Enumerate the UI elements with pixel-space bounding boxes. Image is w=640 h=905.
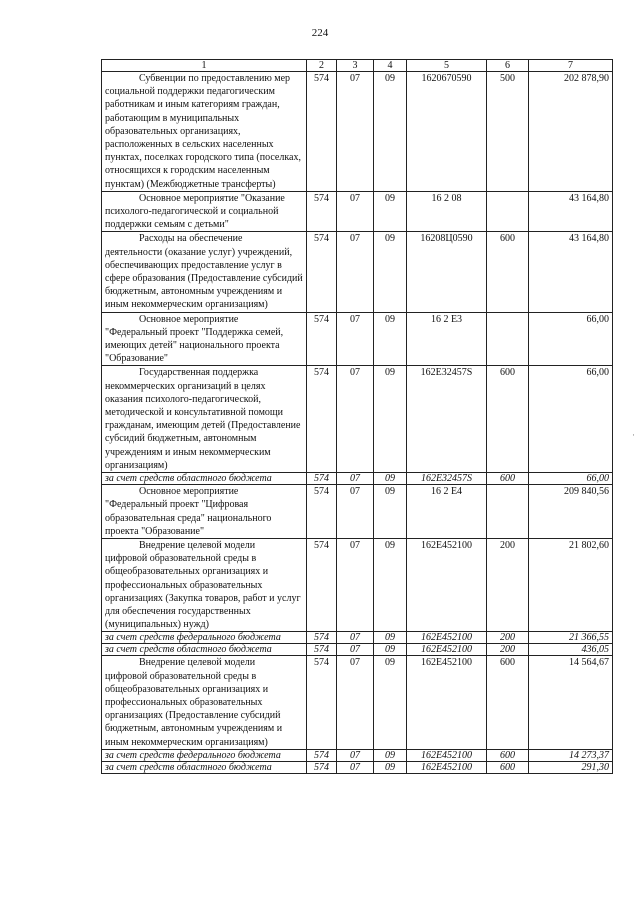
- expense-type-cell: 600: [487, 749, 529, 761]
- description-cell: за счет средств областного бюджета: [102, 473, 307, 485]
- description-continuation: некоммерческих организаций в целях оказания психолого-педагогической, методической и консультативной помощи гражданам, имеющим детей (Предоставление субсидий бюджетным, автономным учреждениям и иным некоммерческим организациям): [105, 380, 301, 471]
- amount-cell: 66,00: [529, 366, 613, 473]
- description-cell: [102, 191, 307, 232]
- expense-type-cell: 200: [487, 538, 529, 631]
- amount-cell: 21 802,60: [529, 538, 613, 631]
- subsection-cell: 09: [374, 538, 407, 631]
- description-cell: [102, 538, 307, 631]
- expense-type-cell: 600: [487, 366, 529, 473]
- description-cell: [102, 485, 307, 539]
- expense-type-cell: [487, 312, 529, 366]
- ministry-code-cell: 574: [307, 656, 337, 749]
- table-row: [102, 656, 613, 749]
- budget-table: [101, 59, 613, 774]
- amount-cell: 14 273,37: [529, 749, 613, 761]
- description-cell: [102, 366, 307, 473]
- header-cell: 7: [529, 60, 613, 72]
- target-article-cell: 162E452100: [407, 761, 487, 773]
- amount-cell: 43 164,80: [529, 232, 613, 312]
- table-row: [102, 191, 613, 232]
- funding-source-row: [102, 749, 613, 761]
- amount-cell: 436,05: [529, 644, 613, 656]
- subsection-cell: 09: [374, 749, 407, 761]
- description-continuation: "Федеральный проект "Поддержка семей, имеющих детей" национального проекта "Образование": [105, 326, 284, 365]
- ministry-code-cell: 574: [307, 191, 337, 232]
- table-row: [102, 538, 613, 631]
- expense-type-cell: [487, 191, 529, 232]
- ministry-code-cell: 574: [307, 232, 337, 312]
- description-continuation: цифровой образовательной среды в общеобразовательных организациях и профессиональных образовательных организациях (Предоставление субсидий бюджетным, автономным учреждениям и иным некоммерческим организациям): [105, 670, 283, 748]
- funding-source-row: [102, 473, 613, 485]
- funding-source-row: [102, 644, 613, 656]
- subsection-cell: 09: [374, 761, 407, 773]
- expense-type-cell: 200: [487, 644, 529, 656]
- description-cell: [102, 72, 307, 192]
- description-first-line: Внедрение целевой модели: [139, 657, 256, 669]
- subsection-cell: 09: [374, 485, 407, 539]
- subsection-cell: 09: [374, 632, 407, 644]
- table-row: [102, 485, 613, 539]
- description-continuation: психолого-педагогической и социальной поддержки семьям с детьми": [105, 206, 279, 231]
- table-row: [102, 232, 613, 312]
- description-cell: [102, 232, 307, 312]
- expense-type-cell: 600: [487, 761, 529, 773]
- description-cell: [102, 312, 307, 366]
- section-cell: 07: [337, 312, 374, 366]
- description-first-line: Внедрение целевой модели: [139, 539, 256, 551]
- subsection-cell: 09: [374, 473, 407, 485]
- amount-cell: 21 366,55: [529, 632, 613, 644]
- ministry-code-cell: 574: [307, 366, 337, 473]
- section-cell: 07: [337, 473, 374, 485]
- ministry-code-cell: 574: [307, 473, 337, 485]
- table-row: [102, 312, 613, 366]
- header-row: [102, 60, 613, 72]
- margin-mark: ·: [632, 430, 635, 440]
- subsection-cell: 09: [374, 232, 407, 312]
- expense-type-cell: 500: [487, 72, 529, 192]
- section-cell: 07: [337, 538, 374, 631]
- target-article-cell: 16 2 E4: [407, 485, 487, 539]
- description-continuation: цифровой образовательной среды в общеобразовательных организациях и профессиональных образовательных организациях (Закупка товаров, работ и услуг для обеспечения государственных (муниципальных) нужд): [105, 553, 301, 631]
- description-cell: за счет средств федерального бюджета: [102, 632, 307, 644]
- description-cell: за счет средств областного бюджета: [102, 761, 307, 773]
- expense-type-cell: 200: [487, 632, 529, 644]
- page-number: 224: [311, 27, 329, 39]
- expense-type-cell: [487, 485, 529, 539]
- section-cell: 07: [337, 644, 374, 656]
- ministry-code-cell: 574: [307, 761, 337, 773]
- subsection-cell: 09: [374, 72, 407, 192]
- ministry-code-cell: 574: [307, 485, 337, 539]
- description-first-line: Субвенции по предоставлению мер: [139, 73, 291, 84]
- target-article-cell: 162E452100: [407, 656, 487, 749]
- amount-cell: 202 878,90: [529, 72, 613, 192]
- description-continuation: "Федеральный проект "Цифровая образовательная среда" национального проекта "Образование": [105, 499, 272, 537]
- ministry-code-cell: 574: [307, 538, 337, 631]
- target-article-cell: 162E452100: [407, 749, 487, 761]
- header-cell: 4: [374, 60, 407, 72]
- header-cell: 6: [487, 60, 529, 72]
- section-cell: 07: [337, 232, 374, 312]
- target-article-cell: 162E32457S: [407, 473, 487, 485]
- description-cell: за счет средств федерального бюджета: [102, 749, 307, 761]
- section-cell: 07: [337, 749, 374, 761]
- section-cell: 07: [337, 656, 374, 749]
- subsection-cell: 09: [374, 312, 407, 366]
- table-row: [102, 366, 613, 473]
- funding-source-row: [102, 632, 613, 644]
- target-article-cell: 162E32457S: [407, 366, 487, 473]
- amount-cell: 14 564,67: [529, 656, 613, 749]
- target-article-cell: 162E452100: [407, 644, 487, 656]
- description-first-line: Государственная поддержка: [139, 367, 259, 379]
- funding-source-row: [102, 761, 613, 773]
- description-cell: за счет средств областного бюджета: [102, 644, 307, 656]
- section-cell: 07: [337, 761, 374, 773]
- description-first-line: Расходы на обеспечение: [139, 233, 243, 245]
- header-cell: 2: [307, 60, 337, 72]
- amount-cell: 66,00: [529, 473, 613, 485]
- description-cell: [102, 656, 307, 749]
- subsection-cell: 09: [374, 644, 407, 656]
- header-cell: 3: [337, 60, 374, 72]
- amount-cell: 43 164,80: [529, 191, 613, 232]
- ministry-code-cell: 574: [307, 72, 337, 192]
- target-article-cell: 16 2 08: [407, 191, 487, 232]
- subsection-cell: 09: [374, 191, 407, 232]
- target-article-cell: 162E452100: [407, 538, 487, 631]
- table-row: [102, 72, 613, 192]
- description-first-line: Основное мероприятие: [139, 486, 239, 498]
- amount-cell: 209 840,56: [529, 485, 613, 539]
- description-first-line: Основное мероприятие "Оказание: [139, 192, 285, 204]
- section-cell: 07: [337, 366, 374, 473]
- description-continuation: социальной поддержки педагогическим работникам и иным категориям граждан, работающим в муниципальных образовательных организациях, расположенных в сельских населенных пунктах, поселках городского типа (поселках, относящихся к городским населенным пунктам) (Межбюджетные трансферты): [105, 86, 301, 190]
- ministry-code-cell: 574: [307, 312, 337, 366]
- section-cell: 07: [337, 632, 374, 644]
- section-cell: 07: [337, 485, 374, 539]
- target-article-cell: 1620670590: [407, 72, 487, 192]
- ministry-code-cell: 574: [307, 632, 337, 644]
- expense-type-cell: 600: [487, 656, 529, 749]
- target-article-cell: 16 2 E3: [407, 312, 487, 366]
- target-article-cell: 162E452100: [407, 632, 487, 644]
- header-cell: 5: [407, 60, 487, 72]
- subsection-cell: 09: [374, 656, 407, 749]
- description-first-line: Основное мероприятие: [139, 313, 239, 325]
- amount-cell: 291,30: [529, 761, 613, 773]
- target-article-cell: 16208Ц0590: [407, 232, 487, 312]
- section-cell: 07: [337, 72, 374, 192]
- section-cell: 07: [337, 191, 374, 232]
- subsection-cell: 09: [374, 366, 407, 473]
- description-continuation: деятельности (оказание услуг) учреждений, обеспечивающих предоставление услуг в сфере образования (Предоставление субсидий бюджетным, автономным учреждениям и иным некоммерческим организациям): [105, 246, 303, 311]
- amount-cell: 66,00: [529, 312, 613, 366]
- ministry-code-cell: 574: [307, 749, 337, 761]
- header-cell: 1: [102, 60, 307, 72]
- expense-type-cell: 600: [487, 232, 529, 312]
- expense-type-cell: 600: [487, 473, 529, 485]
- ministry-code-cell: 574: [307, 644, 337, 656]
